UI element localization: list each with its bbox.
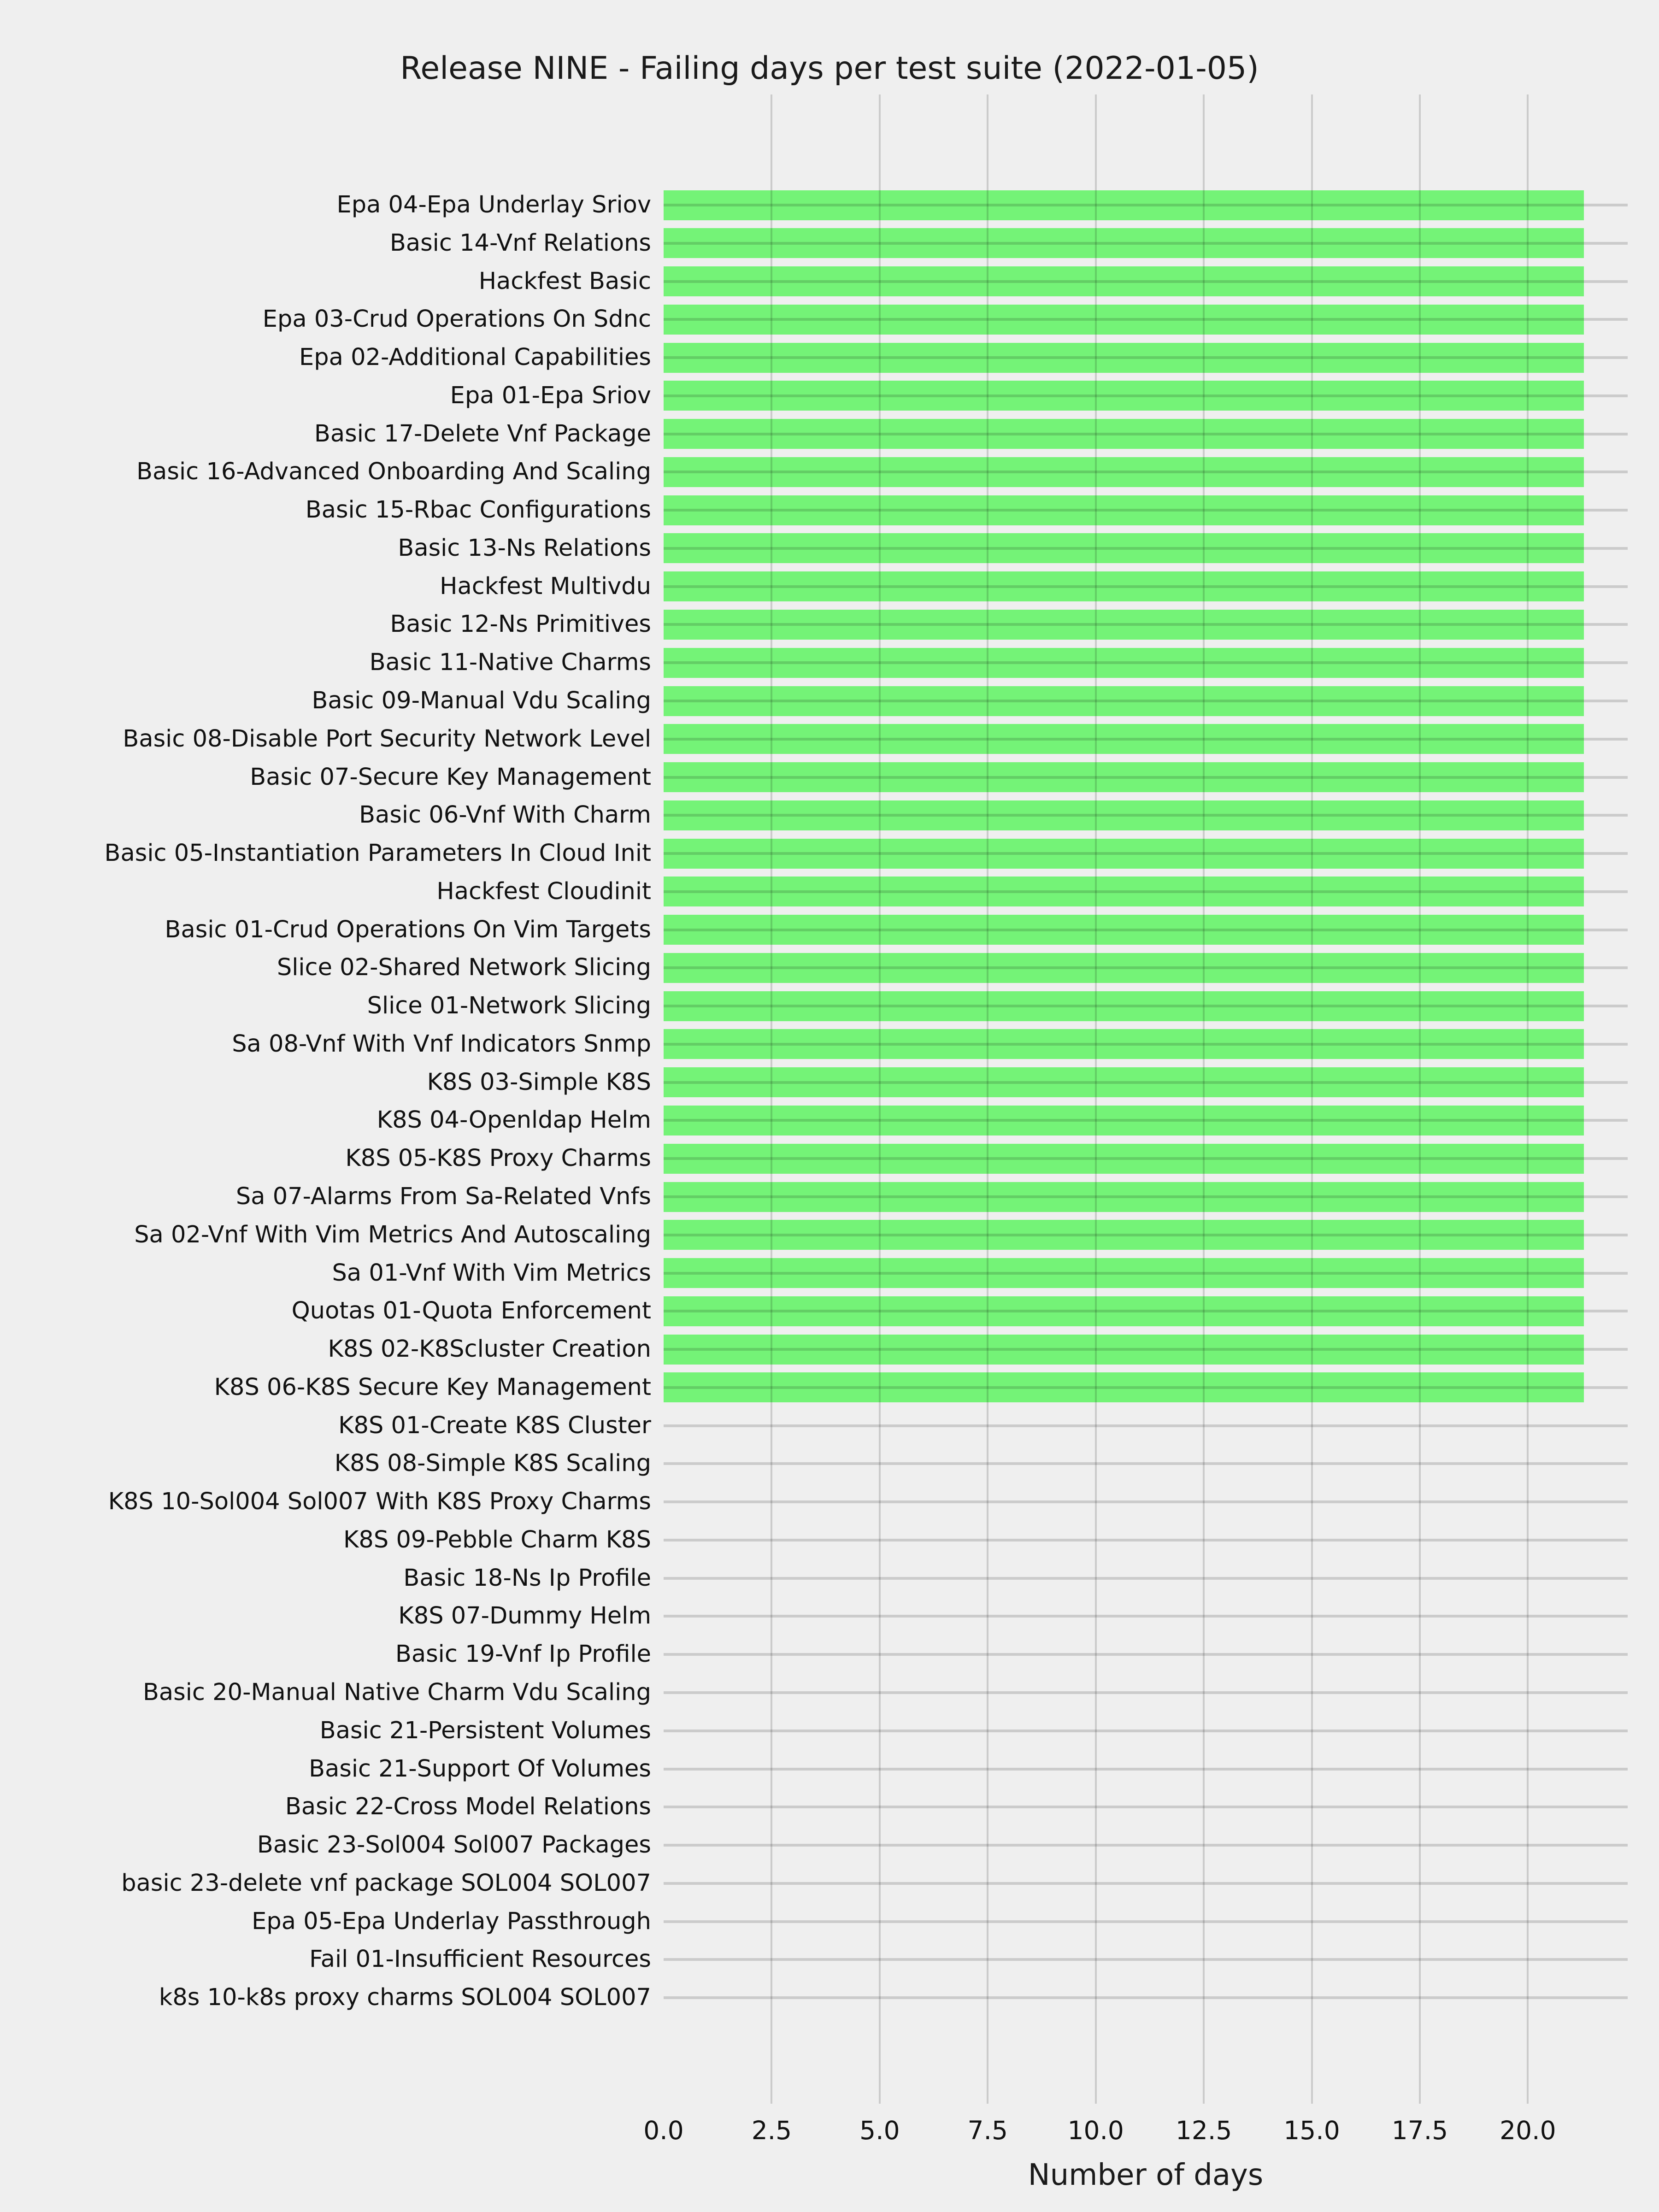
y-axis-label: Basic 08-Disable Port Security Network Level xyxy=(123,725,651,753)
row-gridline xyxy=(664,1424,1628,1427)
tick-gridline xyxy=(1419,94,1421,2104)
row-gridline xyxy=(664,1958,1628,1961)
row-gridline xyxy=(664,394,1628,397)
y-axis-label: Basic 05-Instantiation Parameters In Cloud Init xyxy=(104,840,651,867)
y-axis-label: Sa 02-Vnf With Vim Metrics And Autoscaling xyxy=(134,1221,651,1248)
tick-gridline xyxy=(1527,94,1529,2104)
x-tick-label: 17.5 xyxy=(1391,2116,1448,2145)
y-axis-label: Quotas 01-Quota Enforcement xyxy=(291,1297,651,1325)
row-gridline xyxy=(664,1806,1628,1808)
y-axis-label: K8S 02-K8Scluster Creation xyxy=(328,1335,651,1363)
row-gridline xyxy=(664,1577,1628,1580)
row-gridline xyxy=(664,1691,1628,1694)
row-gridline xyxy=(664,623,1628,626)
y-axis-label: K8S 01-Create K8S Cluster xyxy=(338,1412,651,1439)
x-tick-label: 12.5 xyxy=(1175,2116,1232,2145)
y-axis-label: K8S 03-Simple K8S xyxy=(427,1068,651,1096)
row-gridline xyxy=(664,1539,1628,1541)
row-gridline xyxy=(664,280,1628,283)
y-axis-label: Sa 08-Vnf With Vnf Indicators Snmp xyxy=(232,1030,651,1058)
tick-gridline xyxy=(1203,94,1205,2104)
row-gridline xyxy=(664,356,1628,359)
row-gridline xyxy=(664,433,1628,435)
row-gridline xyxy=(664,242,1628,245)
y-axis-label: Basic 20-Manual Native Charm Vdu Scaling xyxy=(142,1679,651,1706)
y-axis-label: Slice 02-Shared Network Slicing xyxy=(276,954,651,982)
y-axis-label: K8S 04-Openldap Helm xyxy=(377,1106,651,1134)
row-gridline xyxy=(664,585,1628,588)
tick-gridline xyxy=(771,94,772,2104)
row-gridline xyxy=(664,1615,1628,1618)
y-axis-label: Epa 04-Epa Underlay Sriov xyxy=(336,191,651,218)
row-gridline xyxy=(664,1310,1628,1312)
row-gridline xyxy=(664,1920,1628,1923)
y-axis-label: Basic 01-Crud Operations On Vim Targets xyxy=(165,916,651,943)
row-gridline xyxy=(664,1234,1628,1236)
row-gridline xyxy=(664,1844,1628,1847)
y-axis-label: Basic 16-Advanced Onboarding And Scaling xyxy=(136,458,651,486)
x-tick-label: 10.0 xyxy=(1067,2116,1124,2145)
row-gridline xyxy=(664,929,1628,931)
y-axis-label: Fail 01-Insufficient Resources xyxy=(309,1946,651,1973)
row-gridline xyxy=(664,1157,1628,1160)
y-axis-label: K8S 08-Simple K8S Scaling xyxy=(334,1450,651,1477)
x-axis-title: Number of days xyxy=(1028,2158,1264,2192)
y-axis-label: Basic 15-Rbac Configurations xyxy=(305,496,651,524)
row-gridline xyxy=(664,204,1628,206)
row-gridline xyxy=(664,318,1628,321)
x-tick-label: 15.0 xyxy=(1283,2116,1340,2145)
y-axis-label: basic 23-delete vnf package SOL004 SOL007 xyxy=(121,1869,651,1897)
y-axis-label: Basic 21-Support Of Volumes xyxy=(309,1755,651,1783)
y-axis-label: Basic 11-Native Charms xyxy=(369,649,651,677)
y-axis-label: Basic 14-Vnf Relations xyxy=(389,229,651,257)
row-gridline xyxy=(664,738,1628,741)
row-gridline xyxy=(664,1043,1628,1046)
y-axis-label: Epa 03-Crud Operations On Sdnc xyxy=(262,306,651,333)
y-axis-label: Basic 12-Ns Primitives xyxy=(390,611,651,638)
chart-title: Release NINE - Failing days per test suite (2022-01-05) xyxy=(400,50,1259,87)
y-axis-label: Basic 07-Secure Key Management xyxy=(250,763,651,791)
y-axis-label: Hackfest Multivdu xyxy=(440,572,651,600)
row-gridline xyxy=(664,890,1628,893)
y-axis-label: Basic 17-Delete Vnf Package xyxy=(314,420,651,447)
y-axis-label: Basic 18-Ns Ip Profile xyxy=(403,1564,651,1592)
row-gridline xyxy=(664,852,1628,855)
x-tick-label: 20.0 xyxy=(1500,2116,1556,2145)
row-gridline xyxy=(664,1119,1628,1122)
y-axis-label: Basic 22-Cross Model Relations xyxy=(285,1793,651,1821)
y-axis-label: Epa 02-Additional Capabilities xyxy=(299,344,651,371)
y-axis-label: Hackfest Basic xyxy=(478,267,651,295)
tick-gridline xyxy=(987,94,988,2104)
y-axis-label: K8S 05-K8S Proxy Charms xyxy=(345,1145,651,1172)
x-tick-label: 0.0 xyxy=(643,2116,684,2145)
row-gridline xyxy=(664,776,1628,779)
y-axis-label: Basic 09-Manual Vdu Scaling xyxy=(312,687,651,714)
y-axis-label: Basic 21-Persistent Volumes xyxy=(319,1717,651,1744)
y-axis-label: K8S 09-Pebble Charm K8S xyxy=(343,1526,651,1553)
row-gridline xyxy=(664,1348,1628,1351)
plot-area xyxy=(664,94,1628,2104)
row-gridline xyxy=(664,1462,1628,1465)
y-axis-label: Sa 07-Alarms From Sa-Related Vnfs xyxy=(235,1183,651,1211)
row-gridline xyxy=(664,1005,1628,1007)
x-axis-tick-labels xyxy=(0,2114,1659,2147)
y-axis-label: Basic 19-Vnf Ip Profile xyxy=(395,1641,651,1668)
row-gridline xyxy=(664,1653,1628,1656)
row-gridline xyxy=(664,661,1628,664)
row-gridline xyxy=(664,966,1628,969)
y-axis-label: K8S 06-K8S Secure Key Management xyxy=(214,1373,651,1401)
row-gridline xyxy=(664,1081,1628,1084)
row-gridline xyxy=(664,547,1628,550)
row-gridline xyxy=(664,1272,1628,1275)
row-gridline xyxy=(664,1386,1628,1389)
y-axis-label: Epa 01-Epa Sriov xyxy=(450,382,651,409)
y-axis-label: Hackfest Cloudinit xyxy=(436,877,651,905)
row-gridline xyxy=(664,1730,1628,1732)
y-axis-label: Slice 01-Network Slicing xyxy=(367,992,651,1020)
tick-gridline xyxy=(879,94,881,2104)
row-gridline xyxy=(664,1996,1628,1999)
row-gridline xyxy=(664,700,1628,702)
y-axis-label: Basic 23-Sol004 Sol007 Packages xyxy=(257,1831,651,1859)
y-axis-label: K8S 10-Sol004 Sol007 With K8S Proxy Charms xyxy=(108,1488,651,1516)
y-axis-label: Sa 01-Vnf With Vim Metrics xyxy=(332,1259,651,1287)
row-gridline xyxy=(664,509,1628,512)
row-gridline xyxy=(664,814,1628,817)
tick-gridline xyxy=(1311,94,1313,2104)
y-axis-label: Basic 06-Vnf With Charm xyxy=(359,801,651,829)
tick-gridline xyxy=(1095,94,1097,2104)
row-gridline xyxy=(664,1500,1628,1503)
y-axis-label: Epa 05-Epa Underlay Passthrough xyxy=(252,1907,651,1935)
y-axis-label: k8s 10-k8s proxy charms SOL004 SOL007 xyxy=(159,1984,651,2012)
y-axis-labels xyxy=(0,94,651,2104)
x-tick-label: 7.5 xyxy=(967,2116,1008,2145)
y-axis-label: K8S 07-Dummy Helm xyxy=(398,1602,651,1630)
row-gridline xyxy=(664,1195,1628,1198)
row-gridline xyxy=(664,471,1628,473)
x-tick-label: 2.5 xyxy=(751,2116,792,2145)
row-gridline xyxy=(664,1882,1628,1885)
y-axis-label: Basic 13-Ns Relations xyxy=(398,534,651,562)
row-gridline xyxy=(664,1768,1628,1771)
x-tick-label: 5.0 xyxy=(859,2116,900,2145)
